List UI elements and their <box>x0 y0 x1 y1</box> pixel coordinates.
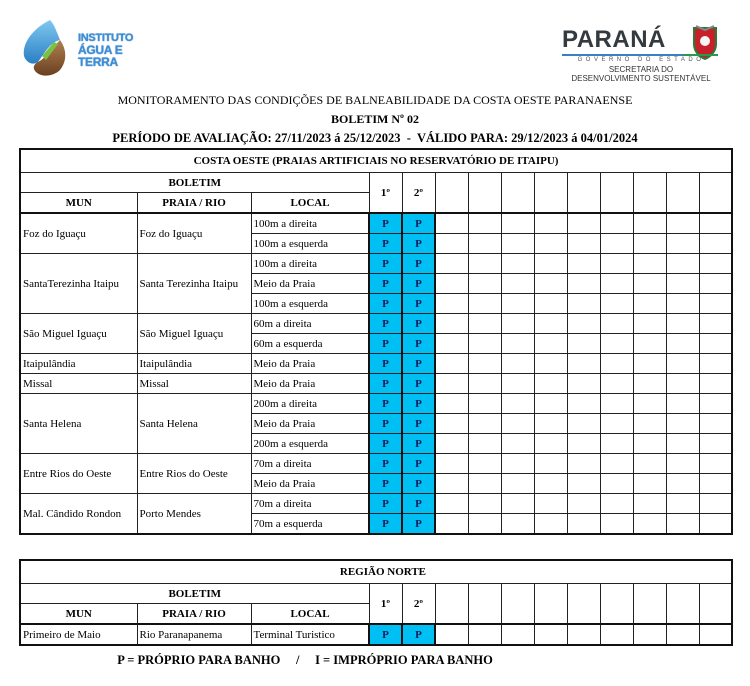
bulletin-1-status: P <box>369 494 402 514</box>
empty-bulletin-cell <box>666 254 699 274</box>
boletim-label: BOLETIM <box>20 584 369 604</box>
empty-bulletin-cell <box>501 414 534 434</box>
bulletin-1-status: P <box>369 514 402 535</box>
empty-bulletin-header <box>534 173 567 214</box>
empty-bulletin-cell <box>567 494 600 514</box>
sampling-location: 100m a esquerda <box>251 294 369 314</box>
bulletin-2-status: P <box>402 294 435 314</box>
empty-bulletin-cell <box>501 374 534 394</box>
beach-river: São Miguel Iguaçu <box>137 314 251 354</box>
empty-bulletin-cell <box>699 314 732 334</box>
empty-bulletin-cell <box>633 624 666 645</box>
empty-bulletin-cell <box>633 514 666 535</box>
bulletin-2-status: P <box>402 434 435 454</box>
parana-wordmark: PARANÁ <box>562 26 666 53</box>
empty-bulletin-cell <box>699 334 732 354</box>
empty-bulletin-cell <box>567 474 600 494</box>
empty-bulletin-cell <box>468 394 501 414</box>
document-title: MONITORAMENTO DAS CONDIÇÕES DE BALNEABILIDADE DA COSTA OESTE PARANAENSE <box>117 93 633 107</box>
empty-bulletin-header <box>567 173 600 214</box>
empty-bulletin-cell <box>468 294 501 314</box>
secretaria-line2: DESENVOLVIMENTO SUSTENTÁVEL <box>571 74 711 83</box>
empty-bulletin-cell <box>567 294 600 314</box>
empty-bulletin-cell <box>600 314 633 334</box>
bulletin-2-status: P <box>402 334 435 354</box>
empty-bulletin-cell <box>435 434 468 454</box>
empty-bulletin-cell <box>468 234 501 254</box>
bulletin-2-status: P <box>402 314 435 334</box>
empty-bulletin-cell <box>567 254 600 274</box>
empty-bulletin-cell <box>600 354 633 374</box>
bulletin-2-status: P <box>402 354 435 374</box>
bulletin-2-status: P <box>402 254 435 274</box>
empty-bulletin-cell <box>600 434 633 454</box>
empty-bulletin-cell <box>567 354 600 374</box>
bulletin-2-header: 2º <box>402 173 435 214</box>
empty-bulletin-header <box>633 173 666 214</box>
empty-bulletin-cell <box>666 434 699 454</box>
empty-bulletin-cell <box>435 254 468 274</box>
empty-bulletin-cell <box>666 334 699 354</box>
empty-bulletin-cell <box>534 274 567 294</box>
empty-bulletin-header <box>468 584 501 625</box>
sampling-location: 70m a esquerda <box>251 514 369 535</box>
empty-bulletin-cell <box>600 213 633 234</box>
empty-bulletin-cell <box>600 474 633 494</box>
bulletin-1-header: 1º <box>369 584 402 625</box>
empty-bulletin-header <box>501 584 534 625</box>
empty-bulletin-cell <box>468 494 501 514</box>
col-mun: MUN <box>20 604 137 625</box>
empty-bulletin-cell <box>534 314 567 334</box>
boletim-label: BOLETIM <box>20 173 369 193</box>
empty-bulletin-cell <box>435 474 468 494</box>
empty-bulletin-cell <box>699 394 732 414</box>
empty-bulletin-cell <box>666 274 699 294</box>
table-row <box>20 254 732 274</box>
regiao-norte-table <box>19 559 733 646</box>
empty-bulletin-cell <box>633 234 666 254</box>
instituto-agua-e-terra-logo <box>20 18 160 78</box>
empty-bulletin-cell <box>435 213 468 234</box>
sampling-location: Meio da Praia <box>251 474 369 494</box>
empty-bulletin-cell <box>534 414 567 434</box>
empty-bulletin-cell <box>600 624 633 645</box>
col-praia-rio: PRAIA / RIO <box>137 604 251 625</box>
empty-bulletin-cell <box>501 354 534 374</box>
beach-river: Itaipulândia <box>137 354 251 374</box>
empty-bulletin-cell <box>435 294 468 314</box>
empty-bulletin-header <box>501 173 534 214</box>
empty-bulletin-cell <box>666 414 699 434</box>
empty-bulletin-cell <box>534 294 567 314</box>
empty-bulletin-cell <box>501 334 534 354</box>
empty-bulletin-cell <box>567 274 600 294</box>
empty-bulletin-cell <box>699 434 732 454</box>
empty-bulletin-cell <box>534 474 567 494</box>
sampling-location: 70m a direita <box>251 494 369 514</box>
empty-bulletin-cell <box>501 314 534 334</box>
table-row <box>20 454 732 474</box>
empty-bulletin-cell <box>600 294 633 314</box>
costa-oeste-table <box>19 148 733 535</box>
bulletin-2-header: 2º <box>402 584 435 625</box>
empty-bulletin-cell <box>633 494 666 514</box>
table-title-row <box>20 560 732 584</box>
gov-label: GOVERNO DO ESTADO <box>577 57 705 63</box>
bulletin-1-status: P <box>369 374 402 394</box>
empty-bulletin-cell <box>534 514 567 535</box>
empty-bulletin-cell <box>501 294 534 314</box>
legend: P = PRÓPRIO PARA BANHO / I = IMPRÓPRIO PARA BANHO <box>117 653 493 667</box>
empty-bulletin-cell <box>468 454 501 474</box>
sampling-location: 100m a direita <box>251 213 369 234</box>
empty-bulletin-header <box>699 584 732 625</box>
empty-bulletin-cell <box>699 414 732 434</box>
sampling-location: Meio da Praia <box>251 274 369 294</box>
empty-bulletin-cell <box>534 254 567 274</box>
table-row <box>20 624 732 645</box>
empty-bulletin-cell <box>468 374 501 394</box>
empty-bulletin-cell <box>567 234 600 254</box>
empty-bulletin-cell <box>600 254 633 274</box>
col-mun: MUN <box>20 193 137 214</box>
sampling-location: 60m a direita <box>251 314 369 334</box>
empty-bulletin-cell <box>600 394 633 414</box>
table-row <box>20 494 732 514</box>
empty-bulletin-cell <box>567 374 600 394</box>
municipality: São Miguel Iguaçu <box>20 314 137 354</box>
empty-bulletin-cell <box>534 434 567 454</box>
empty-bulletin-cell <box>501 213 534 234</box>
bulletin-1-status: P <box>369 274 402 294</box>
boletim-header-row <box>20 173 732 193</box>
empty-bulletin-cell <box>435 394 468 414</box>
empty-bulletin-cell <box>468 414 501 434</box>
empty-bulletin-cell <box>600 334 633 354</box>
empty-bulletin-cell <box>534 213 567 234</box>
sampling-location: 200m a direita <box>251 394 369 414</box>
bulletin-2-status: P <box>402 374 435 394</box>
empty-bulletin-cell <box>633 394 666 414</box>
beach-river: Missal <box>137 374 251 394</box>
empty-bulletin-header <box>435 173 468 214</box>
empty-bulletin-cell <box>633 374 666 394</box>
logo-line1: INSTITUTO <box>78 32 134 44</box>
empty-bulletin-cell <box>699 494 732 514</box>
bulletin-1-status: P <box>369 414 402 434</box>
empty-bulletin-cell <box>501 274 534 294</box>
empty-bulletin-cell <box>633 454 666 474</box>
evaluation-period: PERÍODO DE AVALIAÇÃO: 27/11/2023 á 25/12/2023 - VÁLIDO PARA: 29/12/2023 á 04/01/2024 <box>112 131 638 145</box>
empty-bulletin-cell <box>600 414 633 434</box>
bulletin-2-status: P <box>402 474 435 494</box>
sampling-location: 100m a direita <box>251 254 369 274</box>
empty-bulletin-cell <box>633 274 666 294</box>
empty-bulletin-cell <box>534 624 567 645</box>
table-row <box>20 354 732 374</box>
empty-bulletin-cell <box>501 494 534 514</box>
bulletin-2-status: P <box>402 213 435 234</box>
empty-bulletin-cell <box>435 454 468 474</box>
empty-bulletin-cell <box>699 474 732 494</box>
bulletin-2-status: P <box>402 454 435 474</box>
municipality: Entre Rios do Oeste <box>20 454 137 494</box>
bulletin-1-status: P <box>369 294 402 314</box>
empty-bulletin-cell <box>501 514 534 535</box>
sampling-location: Meio da Praia <box>251 414 369 434</box>
empty-bulletin-cell <box>501 454 534 474</box>
sampling-location: 60m a esquerda <box>251 334 369 354</box>
empty-bulletin-cell <box>666 454 699 474</box>
empty-bulletin-cell <box>501 434 534 454</box>
empty-bulletin-cell <box>534 454 567 474</box>
empty-bulletin-cell <box>699 254 732 274</box>
empty-bulletin-header <box>600 173 633 214</box>
empty-bulletin-cell <box>501 234 534 254</box>
empty-bulletin-cell <box>567 624 600 645</box>
empty-bulletin-cell <box>435 354 468 374</box>
empty-bulletin-cell <box>435 494 468 514</box>
empty-bulletin-cell <box>567 414 600 434</box>
empty-bulletin-cell <box>435 514 468 535</box>
bulletin-number: BOLETIM Nº 02 <box>331 112 419 126</box>
col-local: LOCAL <box>251 193 369 214</box>
empty-bulletin-cell <box>666 234 699 254</box>
sampling-location: Terminal Turistico <box>251 624 369 645</box>
empty-bulletin-cell <box>633 474 666 494</box>
bulletin-2-status: P <box>402 234 435 254</box>
empty-bulletin-cell <box>468 434 501 454</box>
empty-bulletin-header <box>567 584 600 625</box>
municipality: Santa Helena <box>20 394 137 454</box>
empty-bulletin-cell <box>435 624 468 645</box>
bulletin-1-status: P <box>369 314 402 334</box>
empty-bulletin-cell <box>666 354 699 374</box>
municipality: Primeiro de Maio <box>20 624 137 645</box>
empty-bulletin-cell <box>600 274 633 294</box>
municipality: SantaTerezinha Itaipu <box>20 254 137 314</box>
empty-bulletin-cell <box>501 624 534 645</box>
empty-bulletin-cell <box>534 234 567 254</box>
empty-bulletin-cell <box>666 494 699 514</box>
empty-bulletin-header <box>699 173 732 214</box>
table-title: REGIÃO NORTE <box>20 560 732 584</box>
empty-bulletin-cell <box>534 354 567 374</box>
parana-government-logo <box>560 14 740 86</box>
empty-bulletin-cell <box>600 234 633 254</box>
table-row <box>20 374 732 394</box>
empty-bulletin-cell <box>666 374 699 394</box>
municipality: Itaipulândia <box>20 354 137 374</box>
empty-bulletin-cell <box>435 234 468 254</box>
empty-bulletin-cell <box>699 234 732 254</box>
bulletin-1-status: P <box>369 234 402 254</box>
empty-bulletin-cell <box>600 374 633 394</box>
empty-bulletin-header <box>435 584 468 625</box>
beach-river: Foz do Iguaçu <box>137 213 251 254</box>
bulletin-2-status: P <box>402 624 435 645</box>
empty-bulletin-cell <box>600 494 633 514</box>
empty-bulletin-cell <box>699 294 732 314</box>
beach-river: Porto Mendes <box>137 494 251 535</box>
bulletin-1-status: P <box>369 624 402 645</box>
empty-bulletin-cell <box>435 274 468 294</box>
empty-bulletin-cell <box>666 624 699 645</box>
empty-bulletin-cell <box>468 354 501 374</box>
bulletin-2-status: P <box>402 514 435 535</box>
boletim-header-row <box>20 584 732 604</box>
empty-bulletin-cell <box>633 314 666 334</box>
sampling-location: Meio da Praia <box>251 374 369 394</box>
empty-bulletin-cell <box>633 434 666 454</box>
sampling-location: 100m a esquerda <box>251 234 369 254</box>
bulletin-1-status: P <box>369 354 402 374</box>
empty-bulletin-cell <box>666 394 699 414</box>
empty-bulletin-cell <box>435 334 468 354</box>
empty-bulletin-cell <box>633 213 666 234</box>
bulletin-1-status: P <box>369 454 402 474</box>
empty-bulletin-cell <box>567 514 600 535</box>
empty-bulletin-cell <box>567 434 600 454</box>
empty-bulletin-header <box>633 584 666 625</box>
table-row <box>20 394 732 414</box>
empty-bulletin-cell <box>699 213 732 234</box>
empty-bulletin-cell <box>699 514 732 535</box>
municipality: Missal <box>20 374 137 394</box>
empty-bulletin-cell <box>468 474 501 494</box>
empty-bulletin-cell <box>567 213 600 234</box>
beach-river: Santa Terezinha Itaipu <box>137 254 251 314</box>
empty-bulletin-cell <box>633 334 666 354</box>
bulletin-1-header: 1º <box>369 173 402 214</box>
empty-bulletin-cell <box>567 334 600 354</box>
empty-bulletin-cell <box>699 454 732 474</box>
empty-bulletin-header <box>666 173 699 214</box>
empty-bulletin-cell <box>468 274 501 294</box>
empty-bulletin-cell <box>699 354 732 374</box>
municipality: Mal. Cândido Rondon <box>20 494 137 535</box>
empty-bulletin-cell <box>534 494 567 514</box>
bulletin-2-status: P <box>402 394 435 414</box>
empty-bulletin-cell <box>666 514 699 535</box>
empty-bulletin-cell <box>600 514 633 535</box>
empty-bulletin-header <box>534 584 567 625</box>
empty-bulletin-cell <box>633 414 666 434</box>
table-row <box>20 213 732 234</box>
empty-bulletin-header <box>600 584 633 625</box>
empty-bulletin-cell <box>567 394 600 414</box>
empty-bulletin-cell <box>468 254 501 274</box>
empty-bulletin-cell <box>501 254 534 274</box>
table-title-row <box>20 149 732 173</box>
empty-bulletin-cell <box>468 624 501 645</box>
empty-bulletin-cell <box>435 314 468 334</box>
bulletin-2-status: P <box>402 414 435 434</box>
empty-bulletin-cell <box>666 213 699 234</box>
empty-bulletin-cell <box>633 294 666 314</box>
empty-bulletin-cell <box>468 514 501 535</box>
empty-bulletin-header <box>666 584 699 625</box>
empty-bulletin-cell <box>468 334 501 354</box>
empty-bulletin-cell <box>435 374 468 394</box>
beach-river: Santa Helena <box>137 394 251 454</box>
bulletin-2-status: P <box>402 494 435 514</box>
empty-bulletin-cell <box>666 314 699 334</box>
empty-bulletin-cell <box>633 254 666 274</box>
logo-rule <box>562 54 718 56</box>
empty-bulletin-cell <box>501 394 534 414</box>
empty-bulletin-header <box>468 173 501 214</box>
empty-bulletin-cell <box>699 624 732 645</box>
logo-line2: ÁGUA E TERRA <box>78 43 123 69</box>
empty-bulletin-cell <box>468 314 501 334</box>
empty-bulletin-cell <box>435 414 468 434</box>
sampling-location: 200m a esquerda <box>251 434 369 454</box>
empty-bulletin-cell <box>567 314 600 334</box>
bulletin-2-status: P <box>402 274 435 294</box>
bulletin-1-status: P <box>369 334 402 354</box>
empty-bulletin-cell <box>666 474 699 494</box>
bulletin-1-status: P <box>369 213 402 234</box>
sampling-location: 70m a direita <box>251 454 369 474</box>
empty-bulletin-cell <box>666 294 699 314</box>
empty-bulletin-cell <box>534 334 567 354</box>
secretaria-line1: SECRETARIA DO <box>608 65 674 74</box>
empty-bulletin-cell <box>534 374 567 394</box>
empty-bulletin-cell <box>567 454 600 474</box>
bulletin-1-status: P <box>369 474 402 494</box>
municipality: Foz do Iguaçu <box>20 213 137 254</box>
bulletin-1-status: P <box>369 394 402 414</box>
table-row <box>20 314 732 334</box>
bulletin-1-status: P <box>369 434 402 454</box>
empty-bulletin-cell <box>600 454 633 474</box>
empty-bulletin-cell <box>468 213 501 234</box>
col-local: LOCAL <box>251 604 369 625</box>
empty-bulletin-cell <box>501 474 534 494</box>
col-praia-rio: PRAIA / RIO <box>137 193 251 214</box>
empty-bulletin-cell <box>633 354 666 374</box>
beach-river: Entre Rios do Oeste <box>137 454 251 494</box>
bulletin-1-status: P <box>369 254 402 274</box>
beach-river: Rio Paranapanema <box>137 624 251 645</box>
sampling-location: Meio da Praia <box>251 354 369 374</box>
table-title: COSTA OESTE (PRAIAS ARTIFICIAIS NO RESERVATÓRIO DE ITAIPU) <box>20 149 732 173</box>
empty-bulletin-cell <box>534 394 567 414</box>
empty-bulletin-cell <box>699 274 732 294</box>
empty-bulletin-cell <box>699 374 732 394</box>
